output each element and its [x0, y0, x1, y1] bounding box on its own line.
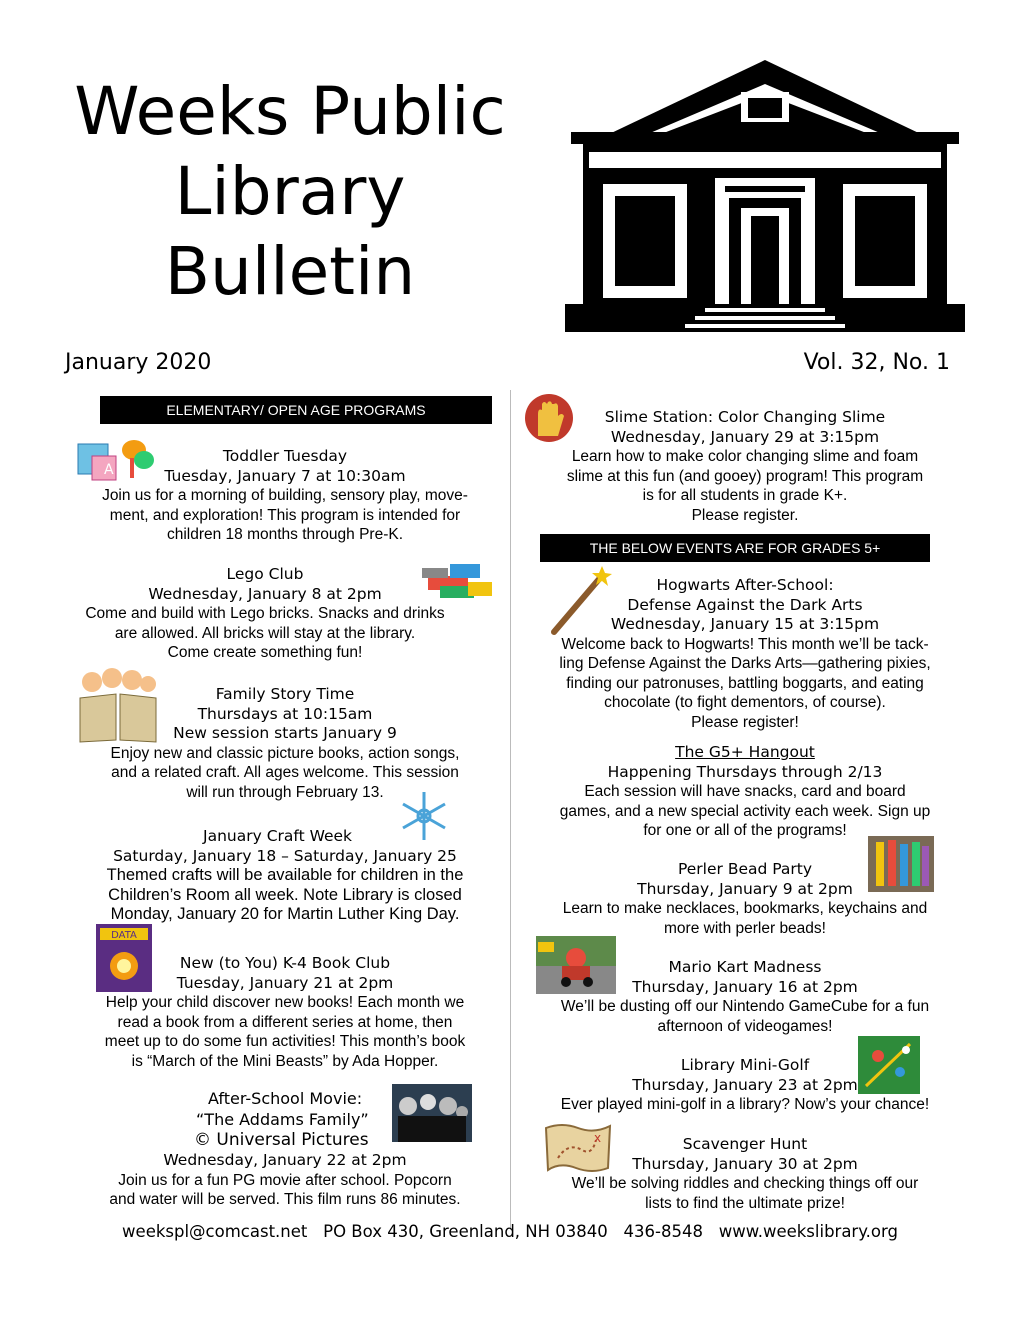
library-building-icon: [565, 58, 965, 335]
event-title: Slime Station: Color Changing Slime: [604, 408, 886, 426]
title-line-2: Library: [174, 153, 406, 230]
event-title: January Craft Week: [203, 827, 353, 845]
event-when: Wednesday, January 22 at 2pm: [163, 1151, 407, 1169]
event-desc: ment, and exploration! This program is intended for: [109, 506, 461, 524]
event-when: Tuesday, January 7 at 10:30am: [164, 466, 406, 485]
event-desc: finding our patronuses, battling boggarts, and eating: [566, 674, 924, 692]
event-craft-week: [60, 827, 510, 925]
event-desc: Join us for a fun PG movie after school. Popcorn: [118, 1171, 452, 1189]
footer-website[interactable]: www.weekslibrary.org: [718, 1222, 898, 1241]
svg-text:A: A: [104, 462, 114, 478]
event-desc: afternoon of videogames!: [657, 1017, 833, 1035]
event-desc: Enjoy new and classic picture books, action songs,: [110, 744, 460, 762]
event-scavenger-hunt: [515, 1135, 975, 1213]
event-toddler-tuesday: [60, 447, 510, 545]
event-when: Thursday, January 16 at 2pm: [632, 977, 858, 996]
event-lego-club: [60, 565, 470, 663]
event-when: Wednesday, January 29 at 3:15pm: [610, 427, 880, 446]
event-desc: and a related craft. All ages welcome. This session: [111, 764, 459, 781]
title-line-1: Weeks Public: [74, 73, 506, 150]
event-title: Lego Club: [226, 565, 304, 583]
event-when: Wednesday, January 15 at 3:15pm: [610, 615, 880, 633]
event-desc: Ever played mini-golf in a library? Now’s your chance!: [560, 1096, 930, 1113]
event-desc: Learn how to make color changing slime and foam: [571, 448, 919, 465]
event-desc: meet up to do some fun activities! This month’s book: [104, 1033, 466, 1050]
footer-address: PO Box 430, Greenland, NH 03840: [323, 1222, 608, 1241]
event-when: Wednesday, January 8 at 2pm: [148, 584, 382, 603]
event-when: Thursday, January 23 at 2pm: [632, 1075, 858, 1094]
footer-email[interactable]: weekspl@comcast.net: [122, 1222, 308, 1241]
event-afterschool-movie: [60, 1088, 510, 1210]
bulletin-title: [70, 72, 510, 312]
event-desc: Themed crafts will be available for children in the: [106, 866, 464, 884]
event-when: Thursdays at 10:15am: [197, 704, 373, 723]
event-title: Family Story Time: [215, 685, 355, 703]
event-desc: Children’s Room all week. Note Library is closed: [108, 885, 462, 904]
event-desc: are allowed. All bricks will stay at the library.: [114, 624, 416, 642]
event-title: Perler Bead Party: [677, 860, 813, 878]
event-title-movie: “The Addams Family”: [196, 1110, 369, 1129]
event-title: Library Mini-Golf: [680, 1056, 810, 1074]
event-desc: chocolate (to fight dementors, of course).: [604, 694, 886, 711]
event-hogwarts: [515, 576, 975, 732]
event-title: After-School Movie:: [208, 1089, 363, 1108]
event-when: Saturday, January 18 – Saturday, January 25: [113, 846, 457, 865]
banner-elementary: ELEMENTARY/ OPEN AGE PROGRAMS: [100, 396, 492, 424]
event-desc: We’ll be dusting off our Nintendo GameCube for a fun: [560, 998, 930, 1015]
event-desc: will run through February 13.: [186, 783, 384, 801]
event-desc: Please register.: [691, 506, 799, 524]
event-desc: and water will be served. This film runs 86 minutes.: [109, 1191, 461, 1208]
event-slime-station: [515, 408, 975, 525]
event-desc: children 18 months through Pre-K.: [166, 526, 404, 543]
event-desc: is for all students in grade K+.: [642, 487, 848, 504]
event-desc: Help your child discover new books! Each month we: [105, 994, 465, 1011]
event-mario-kart: [515, 958, 975, 1036]
event-desc: lists to find the ultimate prize!: [645, 1194, 845, 1212]
event-when: Happening Thursdays through 2/13: [607, 762, 883, 781]
event-desc: Learn to make necklaces, bookmarks, keychains and: [562, 900, 928, 917]
event-subtitle: Defense Against the Dark Arts: [627, 595, 863, 614]
event-desc: We’ll be solving riddles and checking things off our: [571, 1175, 919, 1192]
column-divider: [510, 390, 511, 1230]
event-when: Thursday, January 30 at 2pm: [632, 1154, 858, 1173]
event-desc: Each session will have snacks, card and board: [584, 783, 906, 800]
event-perler-bead-party: [515, 860, 975, 938]
event-desc: Come and build with Lego bricks. Snacks and drinks: [85, 605, 445, 622]
event-desc: for one or all of the programs!: [643, 822, 847, 839]
event-desc: is “March of the Mini Beasts” by Ada Hopper.: [131, 1052, 439, 1070]
title-line-3: Bulletin: [164, 233, 416, 310]
event-desc: games, and a new special activity each week. Sign up: [559, 802, 931, 820]
event-desc: more with perler beads!: [664, 919, 826, 937]
event-title: Mario Kart Madness: [668, 958, 822, 976]
footer-phone: 436-8548: [623, 1222, 703, 1241]
event-desc: read a book from a different series at home, then: [117, 1013, 453, 1031]
event-title: Scavenger Hunt: [682, 1135, 808, 1153]
event-desc: Monday, January 20 for Martin Luther King Day.: [110, 905, 460, 923]
event-when-extra: New session starts January 9: [173, 724, 397, 742]
event-g5-hangout: [515, 743, 975, 841]
event-mini-golf: [515, 1056, 975, 1115]
book-cover-title: DATA: [111, 930, 137, 941]
event-desc: ling Defense Against the Darks Arts—gathering pixies,: [559, 655, 931, 672]
event-title-credit: © Universal Pictures: [194, 1130, 369, 1150]
event-title: The G5+ Hangout: [675, 743, 815, 761]
event-desc: Please register!: [691, 713, 799, 731]
event-title: Hogwarts After-School:: [656, 576, 834, 594]
svg-text:x: x: [594, 1131, 602, 1145]
event-book-club: [60, 954, 510, 1071]
event-desc: Welcome back to Hogwarts! This month we’ll be tack-: [561, 635, 929, 653]
issue-volume: Vol. 32, No. 1: [803, 350, 950, 375]
event-when: Thursday, January 9 at 2pm: [637, 879, 853, 898]
issue-date: January 2020: [65, 350, 212, 375]
event-desc: Join us for a morning of building, sensory play, move-: [102, 487, 468, 504]
event-title: Toddler Tuesday: [222, 447, 348, 465]
event-desc: slime at this fun (and gooey) program! This program: [566, 467, 924, 485]
event-family-story-time: [60, 685, 510, 802]
event-title: New (to You) K-4 Book Club: [179, 954, 391, 972]
footer-contact: [0, 1222, 1020, 1241]
banner-grades-5: THE BELOW EVENTS ARE FOR GRADES 5+: [540, 534, 930, 562]
event-when: Tuesday, January 21 at 2pm: [176, 973, 394, 992]
event-desc: Come create something fun!: [167, 644, 363, 661]
